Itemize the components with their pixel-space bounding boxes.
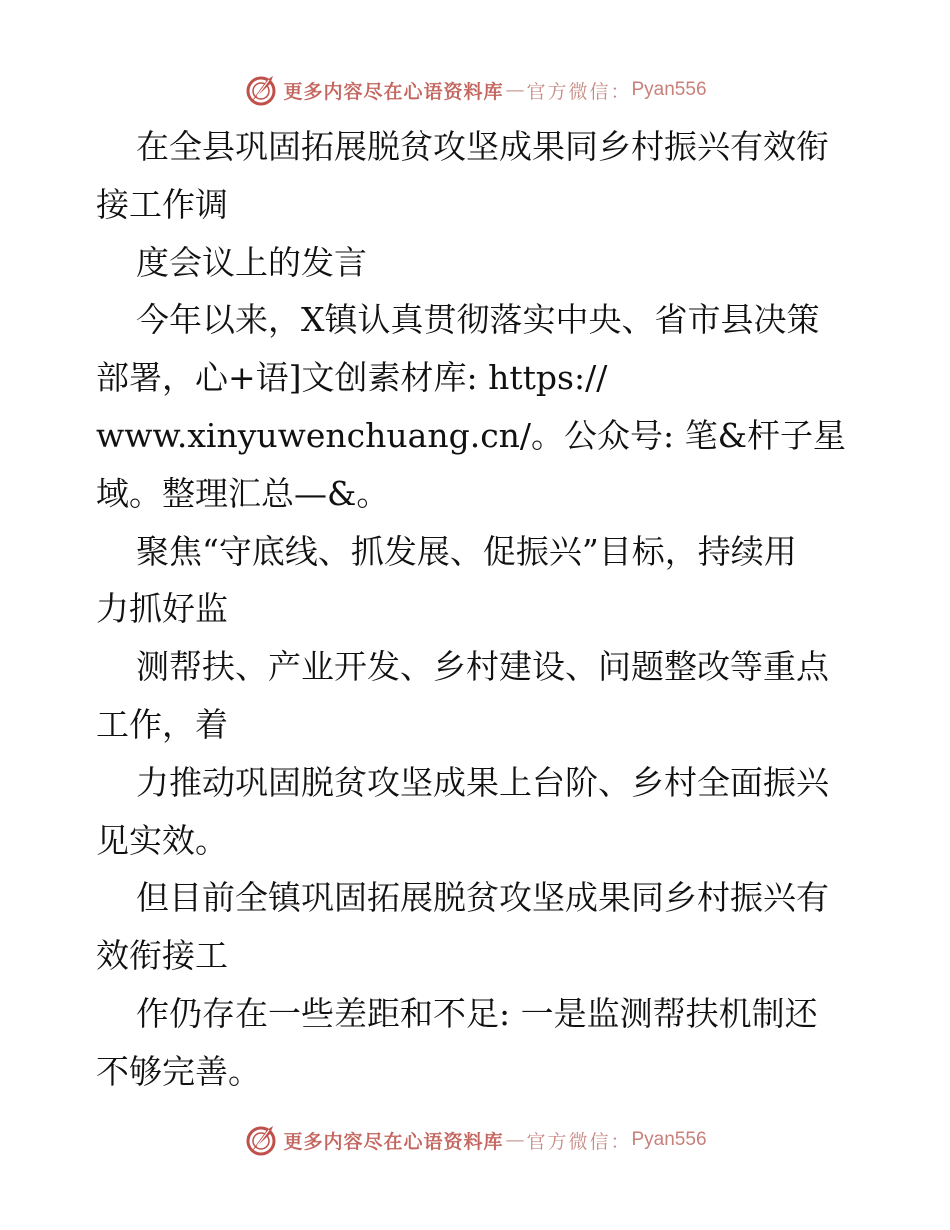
text-line: 今年以来，X镇认真贯彻落实中央、省市县决策 [136,300,820,340]
text-line: 度会议上的发言 [136,242,367,282]
watermark-label: 官方微信： [526,80,632,103]
paragraph [96,118,866,234]
document-body [96,118,866,1101]
quill-logo-icon [243,72,279,108]
text-line: 作仍存在一些差距和不足: 一是监测帮扶机制还 [136,993,818,1033]
text-line: 但目前全镇巩固拓展脱贫攻坚成果同乡村振兴有 [136,878,829,918]
text-line: www.xinyuwenchuang.cn/。公众号: 笔&杆子星 [96,415,847,455]
text-line: 在全县巩固拓展脱贫攻坚成果同乡村振兴有效衔 [136,127,829,166]
paragraph [96,754,866,870]
text-line: 效衔接工 [96,936,228,976]
watermark-text: 更多内容尽在心语资料库 [283,1130,504,1153]
text-line: 见实效。 [96,820,228,860]
watermark-id: Pyan556 [631,79,707,100]
quill-logo-icon [243,1122,279,1158]
text-line: 力推动巩固脱贫攻坚成果上台阶、乡村全面振兴 [136,762,829,802]
paragraph [96,638,866,754]
text-line: 不够完善。 [96,1051,261,1091]
paragraph [96,234,866,292]
paragraph [96,869,866,985]
text-line: 域。整理汇总—&。 [96,473,390,513]
paragraph [96,985,866,1101]
watermark-id: Pyan556 [631,1129,707,1150]
watermark-dash: — [505,79,525,101]
watermark-text: 更多内容尽在心语资料库 [283,80,504,103]
text-line: 力抓好监 [96,589,228,629]
text-line: 部署，心+语]文创素材库: https:// [96,358,608,398]
paragraph [96,523,866,639]
watermark-dash: — [505,1129,525,1151]
text-line: 工作，着 [96,704,228,744]
watermark-header [0,70,950,110]
watermark-label: 官方微信： [526,1130,632,1153]
text-line: 接工作调 [96,184,228,224]
watermark-footer [0,1120,950,1160]
text-line: 测帮扶、产业开发、乡村建设、问题整改等重点 [136,647,829,687]
text-line: 聚焦“守底线、抓发展、促振兴”目标，持续用 [136,531,797,571]
paragraph [96,291,866,522]
